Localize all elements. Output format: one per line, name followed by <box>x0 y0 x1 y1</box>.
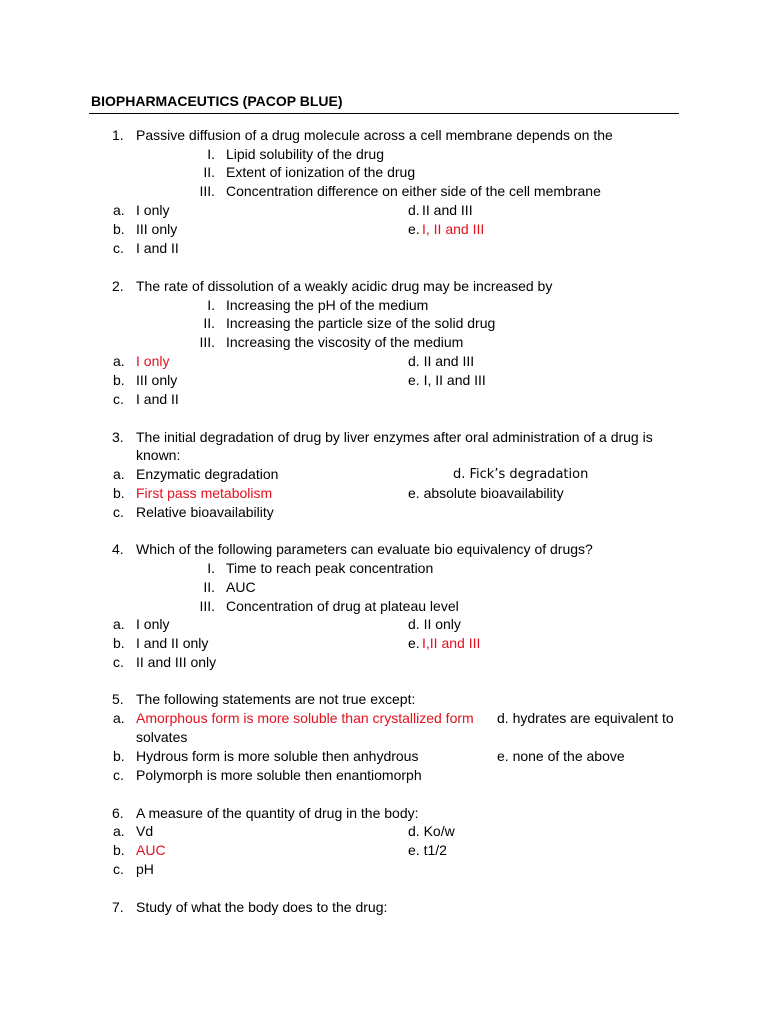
question-number: 6. <box>112 805 124 821</box>
statement-numeral: III. <box>199 183 215 199</box>
statement-text: AUC <box>226 579 256 595</box>
statement-numeral: I. <box>207 560 215 576</box>
option-d: d. II only <box>408 616 461 632</box>
statement-numeral: I. <box>207 297 215 313</box>
page-title: BIOPHARMACEUTICS (PACOP BLUE) <box>91 93 343 109</box>
option-letter: a. <box>113 466 125 482</box>
statement-text: Time to reach peak concentration <box>226 560 434 576</box>
option-letter: b. <box>113 635 125 651</box>
question-text: The following statements are not true except: <box>136 691 416 707</box>
statement-numeral: III. <box>199 598 215 614</box>
option-b-correct: First pass metabolism <box>136 485 273 501</box>
option-b: III only <box>136 221 178 237</box>
option-b: I and II only <box>136 635 209 651</box>
question-number: 2. <box>112 278 124 294</box>
question-number: 1. <box>112 127 124 143</box>
option-d: d. Fick’s degradation <box>453 467 589 482</box>
option-a: I only <box>136 616 170 632</box>
option-d-continued: solvates <box>136 729 188 745</box>
option-d: II and III <box>422 202 473 218</box>
statement-numeral: I. <box>207 146 215 162</box>
option-c: pH <box>136 861 154 877</box>
option-letter: e. <box>408 221 420 237</box>
question-text: A measure of the quantity of drug in the body: <box>136 805 419 821</box>
question-text-continued: known: <box>136 447 181 463</box>
option-c: II and III only <box>136 654 217 670</box>
question-number: 7. <box>112 899 124 915</box>
option-letter: b. <box>113 221 125 237</box>
option-letter: a. <box>113 710 125 726</box>
option-a: I only <box>136 202 170 218</box>
question-text: Passive diffusion of a drug molecule across a cell membrane depends on the <box>136 127 613 143</box>
option-e: e. t1/2 <box>408 842 447 858</box>
question-text: Study of what the body does to the drug: <box>136 899 388 915</box>
option-e: e. absolute bioavailability <box>408 485 564 501</box>
statement-text: Concentration difference on either side of the cell membrane <box>226 183 601 199</box>
option-b: Hydrous form is more soluble then anhydrous <box>136 748 419 764</box>
option-c: Relative bioavailability <box>136 504 274 520</box>
option-letter: b. <box>113 372 125 388</box>
statement-text: Concentration of drug at plateau level <box>226 598 459 614</box>
statement-text: Increasing the viscosity of the medium <box>226 334 464 350</box>
option-letter: c. <box>113 654 124 670</box>
statement-text: Extent of ionization of the drug <box>226 164 416 180</box>
question-text: Which of the following parameters can evaluate bio equivalency of drugs? <box>136 541 593 557</box>
option-letter: c. <box>113 767 124 783</box>
statement-text: Increasing the pH of the medium <box>226 297 429 313</box>
option-b-correct: AUC <box>136 842 166 858</box>
option-a: Enzymatic degradation <box>136 466 279 482</box>
option-e: e. none of the above <box>497 748 625 764</box>
question-text: The rate of dissolution of a weakly acidic drug may be increased by <box>136 278 553 294</box>
option-letter: a. <box>113 202 125 218</box>
statement-text: Lipid solubility of the drug <box>226 146 384 162</box>
option-letter: b. <box>113 748 125 764</box>
option-a-correct: Amorphous form is more soluble than crystallized form <box>136 710 474 726</box>
statement-numeral: II. <box>203 315 215 331</box>
statement-text: Increasing the particle size of the solid drug <box>226 315 496 331</box>
option-a: Vd <box>136 823 154 839</box>
title-rule <box>89 113 679 114</box>
option-e: e. I, II and III <box>408 372 486 388</box>
statement-numeral: III. <box>199 334 215 350</box>
option-letter: a. <box>113 823 125 839</box>
option-letter: c. <box>113 861 124 877</box>
option-letter: b. <box>113 485 125 501</box>
option-d: d. Ko/w <box>408 823 455 839</box>
question-number: 5. <box>112 691 124 707</box>
option-letter: d. <box>408 202 420 218</box>
option-c: I and II <box>136 240 179 256</box>
option-c: I and II <box>136 391 179 407</box>
option-letter: c. <box>113 240 124 256</box>
option-letter: b. <box>113 842 125 858</box>
option-e-correct: I,II and III <box>422 635 481 651</box>
question-number: 3. <box>112 429 124 445</box>
option-a-correct: I only <box>136 353 170 369</box>
question-number: 4. <box>112 541 124 557</box>
question-text: The initial degradation of drug by liver enzymes after oral administration of a drug is <box>136 429 653 445</box>
option-c: Polymorph is more soluble then enantiomorph <box>136 767 422 783</box>
statement-numeral: II. <box>203 164 215 180</box>
option-letter: e. <box>408 635 420 651</box>
option-e-correct: I, II and III <box>422 221 485 237</box>
option-letter: c. <box>113 391 124 407</box>
option-d: d. hydrates are equivalent to <box>497 710 674 726</box>
statement-numeral: II. <box>203 579 215 595</box>
option-b: III only <box>136 372 178 388</box>
option-letter: a. <box>113 353 125 369</box>
option-letter: a. <box>113 616 125 632</box>
option-d: d. II and III <box>408 353 475 369</box>
option-letter: c. <box>113 504 124 520</box>
